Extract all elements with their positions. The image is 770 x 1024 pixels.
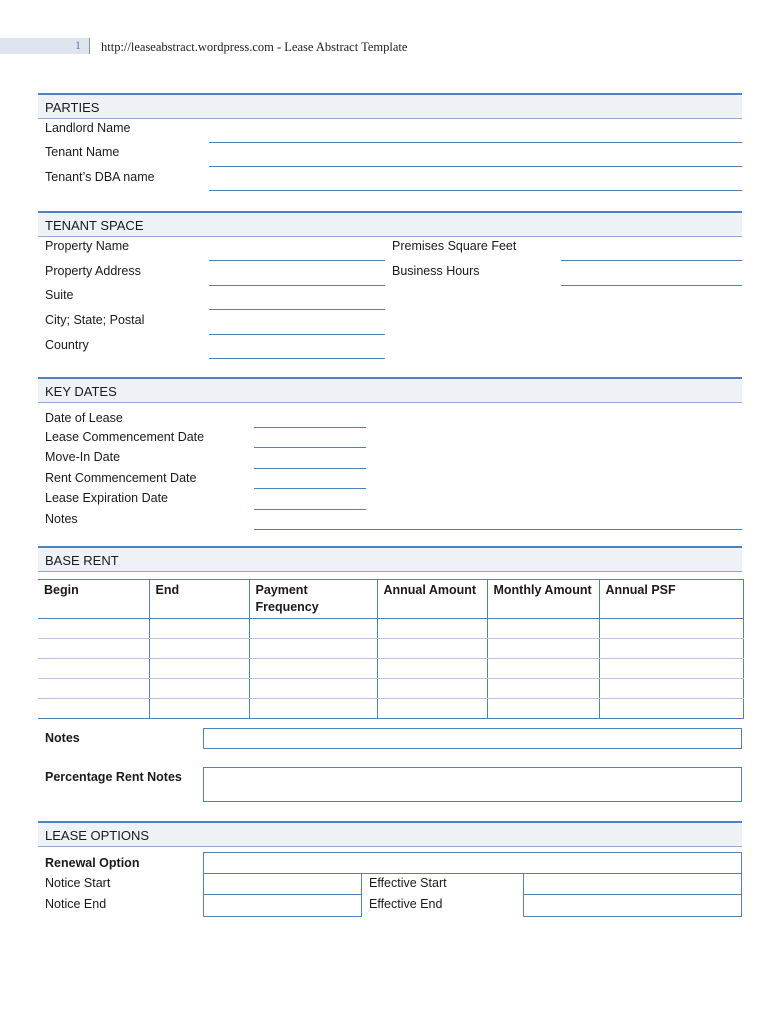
- property-name-label: Property Name: [45, 239, 130, 253]
- table-cell[interactable]: [599, 619, 743, 639]
- lease-expiration-label: Lease Expiration Date: [45, 491, 168, 505]
- premises-sqft-field[interactable]: [561, 260, 742, 261]
- table-cell[interactable]: [38, 679, 149, 699]
- table-cell[interactable]: [249, 639, 377, 659]
- section-title: LEASE OPTIONS: [45, 828, 150, 843]
- table-cell[interactable]: [599, 679, 743, 699]
- table-row: [38, 679, 743, 699]
- renewal-option-label: Renewal Option: [45, 856, 140, 870]
- table-cell[interactable]: [377, 679, 487, 699]
- table-cell[interactable]: [249, 619, 377, 639]
- landlord-name-field[interactable]: [209, 142, 742, 143]
- table-cell[interactable]: [487, 639, 599, 659]
- country-field[interactable]: [209, 358, 385, 359]
- tenant-name-label: Tenant Name: [45, 145, 120, 159]
- date-of-lease-field[interactable]: [254, 427, 366, 428]
- table-cell[interactable]: [38, 619, 149, 639]
- base-rent-table: [38, 579, 744, 719]
- table-cell[interactable]: [149, 639, 249, 659]
- table-row: [38, 619, 743, 639]
- table-cell[interactable]: [377, 619, 487, 639]
- column-header-annual-psf: Annual PSF: [599, 580, 743, 619]
- table-cell[interactable]: [377, 699, 487, 719]
- column-header-end: End: [149, 580, 249, 619]
- renewal-option-field[interactable]: [203, 852, 742, 874]
- table-cell[interactable]: [599, 639, 743, 659]
- effective-end-label: Effective End: [369, 897, 443, 911]
- rent-commencement-label: Rent Commencement Date: [45, 471, 197, 485]
- country-label: Country: [45, 338, 89, 352]
- city-state-postal-field[interactable]: [209, 334, 385, 335]
- percentage-rent-notes-field[interactable]: [203, 767, 742, 802]
- table-cell[interactable]: [377, 639, 487, 659]
- column-header-begin: Begin: [38, 580, 149, 619]
- table-cell[interactable]: [487, 679, 599, 699]
- page-number: 1: [75, 38, 81, 52]
- move-in-field[interactable]: [254, 468, 366, 469]
- tenant-name-field[interactable]: [209, 166, 742, 167]
- document-header: http://leaseabstract.wordpress.com - Lease Abstract Template: [101, 40, 408, 54]
- table-header-row: [38, 580, 743, 619]
- notice-end-field[interactable]: [203, 894, 362, 917]
- table-cell[interactable]: [249, 679, 377, 699]
- city-state-postal-label: City; State; Postal: [45, 313, 145, 327]
- table-cell[interactable]: [149, 699, 249, 719]
- column-header-monthly-amount: Monthly Amount: [487, 580, 599, 619]
- table-cell[interactable]: [249, 659, 377, 679]
- property-address-label: Property Address: [45, 264, 141, 278]
- table-cell[interactable]: [149, 619, 249, 639]
- table-cell[interactable]: [599, 699, 743, 719]
- date-of-lease-label: Date of Lease: [45, 411, 123, 425]
- lease-commencement-label: Lease Commencement Date: [45, 430, 205, 444]
- effective-end-field[interactable]: [523, 894, 742, 917]
- effective-start-label: Effective Start: [369, 876, 447, 890]
- table-cell[interactable]: [38, 699, 149, 719]
- base-rent-notes-label: Notes: [45, 731, 80, 745]
- move-in-label: Move-In Date: [45, 450, 121, 464]
- table-cell[interactable]: [377, 659, 487, 679]
- notice-start-field[interactable]: [203, 873, 362, 895]
- table-cell[interactable]: [599, 659, 743, 679]
- table-cell[interactable]: [149, 659, 249, 679]
- percentage-rent-notes-label: Percentage Rent Notes: [45, 770, 182, 784]
- table-cell[interactable]: [487, 699, 599, 719]
- lease-commencement-field[interactable]: [254, 447, 366, 448]
- table-cell[interactable]: [38, 659, 149, 679]
- table-cell[interactable]: [487, 659, 599, 679]
- column-header-payment-frequency: Payment Frequency: [249, 580, 377, 619]
- column-header-annual-amount: Annual Amount: [377, 580, 487, 619]
- table-cell[interactable]: [149, 679, 249, 699]
- table-cell[interactable]: [487, 619, 599, 639]
- section-key-dates: [38, 377, 742, 403]
- table-row: [38, 639, 743, 659]
- key-dates-notes-label: Notes: [45, 512, 78, 526]
- section-title: BASE RENT: [45, 553, 119, 568]
- property-address-field[interactable]: [209, 285, 385, 286]
- section-title: KEY DATES: [45, 384, 117, 399]
- landlord-name-label: Landlord Name: [45, 121, 131, 135]
- notice-start-label: Notice Start: [45, 876, 111, 890]
- section-title: PARTIES: [45, 100, 100, 115]
- section-tenant-space: [38, 211, 742, 237]
- table-row: [38, 699, 743, 719]
- tenant-dba-label: Tenant’s DBA name: [45, 170, 155, 184]
- business-hours-field[interactable]: [561, 285, 742, 286]
- section-base-rent: [38, 546, 742, 572]
- effective-start-field[interactable]: [523, 873, 742, 895]
- suite-label: Suite: [45, 288, 74, 302]
- table-cell[interactable]: [38, 639, 149, 659]
- table-cell[interactable]: [249, 699, 377, 719]
- notice-end-label: Notice End: [45, 897, 107, 911]
- business-hours-label: Business Hours: [392, 264, 480, 278]
- base-rent-notes-field[interactable]: [203, 728, 742, 749]
- suite-field[interactable]: [209, 309, 385, 310]
- section-lease-options: [38, 821, 742, 847]
- lease-expiration-field[interactable]: [254, 509, 366, 510]
- section-title: TENANT SPACE: [45, 218, 144, 233]
- section-parties: [38, 93, 742, 119]
- table-row: [38, 659, 743, 679]
- tenant-dba-field[interactable]: [209, 190, 742, 191]
- premises-sqft-label: Premises Square Feet: [392, 239, 517, 253]
- property-name-field[interactable]: [209, 260, 385, 261]
- rent-commencement-field[interactable]: [254, 488, 366, 489]
- page-number-bar: [0, 38, 90, 54]
- key-dates-notes-field[interactable]: [254, 529, 742, 530]
